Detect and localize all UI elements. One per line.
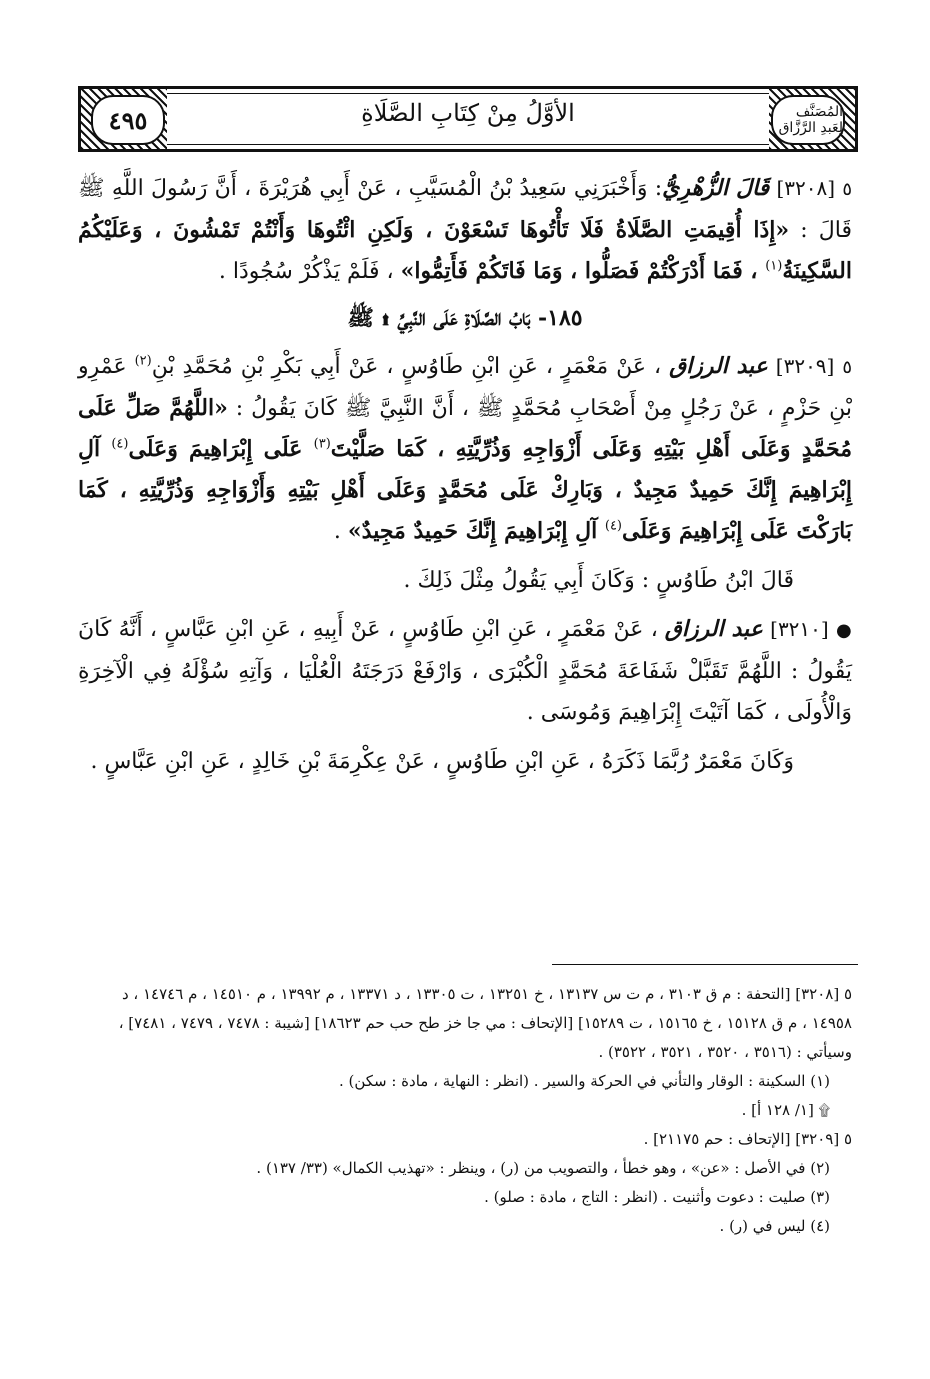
hadith-number: [٣٢١٠] [770, 617, 829, 641]
hadith-3209 [78, 346, 852, 552]
prophetic-quote-cont: آلِ إِبْرَاهِيمَ إِنَّكَ حَمِيدٌ مَجِيدٌ ، وَبَارِكْ عَلَى مُحَمَّدٍ وَعَلَى أَهْلِ بَيْتِهِ وَأَزْوَاجِهِ وَذُرِّيَّتِهِ ، كَمَا بَارَكْتَ عَلَى إِبْرَاهِيمَ وَعَلَى [78, 436, 852, 544]
footnote-separator [552, 964, 858, 965]
footnote-2: (٢) في الأصل : «عن» ، وهو خطأ ، والتصويب من (ر) ، وينظر : «تهذيب الكمال» (٣٣/ ١٣٧) . [256, 1159, 830, 1177]
closing-text: ، فَلَمْ يَذْكُرْ سُجُودًا . [218, 259, 401, 284]
footnote-ref-4[interactable]: (٤) [111, 436, 129, 452]
hadith-mark: ● [836, 620, 853, 641]
narrator: قَالَ الزُّهْرِيُّ [662, 175, 770, 201]
hadith-3210-addendum: وَكَانَ مَعْمَرٌ رُبَّمَا ذَكَرَهُ ، عَنِ ابْنِ طَاوُسٍ ، عَنْ عِكْرِمَةَ بْنِ خَالِدٍ ، عَنِ ابْنِ عَبَّاسٍ . [90, 749, 794, 774]
prophetic-quote: «إِذَا أُقِيمَتِ الصَّلَاةُ فَلَا تَأْتُوهَا تَسْعَوْنَ ، وَلَكِنِ ائْتُوهَا وَأَنْتُمْ تَمْشُونَ ، وَعَلَيْكُمُ السَّكِينَةُ [78, 217, 852, 284]
narrator: عبد الرزاق [669, 353, 768, 379]
isnad-text-cont: عَمْرِو بْنِ حَزْمٍ ، عَنْ رَجُلٍ مِنْ أَصْحَابِ مُحَمَّدٍ ﷺ ، أَنَّ النَّبِيَّ ﷺ كَانَ يَقُولُ : [78, 354, 852, 421]
narrator: عبد الرزاق [664, 616, 763, 642]
isnad-text: : وَأَخْبَرَنِي سَعِيدُ بْنُ الْمُسَيَّبِ ، عَنْ أَبِي هُرَيْرَةَ ، أَنَّ رَسُولَ اللَّهِ ﷺ قَالَ : [78, 176, 852, 243]
footnote-3209: ٥ [٣٢٠٩] [الإتحاف : حم ٢١١٧٥] . [643, 1130, 852, 1148]
closing-text: . [333, 519, 348, 544]
footnote-3: (٣) صليت : دعوت وأثنيت . (انظر : التاج ، مادة : صلو) . [484, 1188, 830, 1206]
isnad-text: ، عَنْ مَعْمَرٍ ، عَنِ ابْنِ طَاوُسٍ ، عَنْ أَبِي بَكْرِ بْنِ مُحَمَّدِ بْنِ [151, 354, 670, 379]
prophetic-quote: «اللَّهُمَّ صَلِّ عَلَى مُحَمَّدٍ وَعَلَى أَهْلِ بَيْتِهِ وَعَلَى أَزْوَاجِهِ وَذُرِّيَّتِهِ ، كَمَا صَلَّيْتَ [78, 395, 852, 462]
hadith-mark: ٥ [842, 357, 852, 378]
prophetic-quote-cont: عَلَى إِبْرَاهِيمَ وَعَلَى [128, 436, 314, 462]
page-header [78, 86, 858, 152]
book-logo: المُصَنَّف لِعَبدِ الرَّزَّاق [771, 95, 845, 145]
prophetic-quote-cont: آلِ إِبْرَاهِيمَ إِنَّكَ حَمِيدٌ مَجِيدٌ» [347, 518, 605, 544]
footnote-folio: ۩ [١/ ١٢٨ أ] . [741, 1101, 830, 1119]
hadith-3210 [78, 609, 852, 733]
page-number: ٤٩٥ [91, 95, 165, 145]
prophetic-quote-cont: ، فَمَا أَدْرَكْتُمْ فَصَلُّوا ، وَمَا فَاتَكُمْ فَأَتِمُّوا» [400, 258, 766, 284]
hadith-3208 [78, 168, 852, 292]
footnote-ref-2[interactable]: (٢) [134, 353, 152, 369]
hadith-mark: ٥ [842, 179, 852, 200]
hadith-number: [٣٢٠٩] [775, 354, 835, 378]
footnote-3208: ٥ [٣٢٠٨] [التحفة : م ق ٣١٠٣ ، م ت س ١٣١٣٧ ، خ ١٣٢٥١ ، ت ١٣٣٠٥ ، د ١٣٣٧١ ، م ١٣٩٩٢ ، م ١٤٥١٠ ، م ١٤٧٤٦ ، د ١٤٩٥٨ ، م ق ١٥١٢٨ ، خ ١٥١٦٥ ، ت ١٥٢٨٩] [الإتحاف : مي جا خز طح حب حم ١٨٦٢٣] [شيبة : ٧٤٧٨ ، ٧٤٧٩ ، ٧٤٨١] ، وسيأتي : (٣٥١٦ ، ٣٥٢٠ ، ٣٥٢١ ، ٣٥٢٢) . [118, 985, 852, 1061]
footnote-ref-1[interactable]: (١) [765, 258, 783, 274]
footnotes [78, 980, 852, 1241]
chapter-heading: ١٨٥- بَابُ الصَّلَاةِ عَلَى النَّبِيِّ ۩ ﷺ [347, 305, 583, 331]
hadith-3209-addendum: قَالَ ابْنُ طَاوُسٍ : وَكَانَ أَبِي يَقُولُ مِثْلَ ذَلِكَ . [403, 568, 794, 593]
footnote-1: (١) السكينة : الوقار والتأني في الحركة والسير . (انظر : النهاية ، مادة : سكن) . [338, 1072, 830, 1090]
hadith-number: [٣٢٠٨] [776, 176, 836, 200]
footnote-ref-3[interactable]: (٣) [313, 436, 331, 452]
hadith-text: ، عَنْ مَعْمَرٍ ، عَنِ ابْنِ طَاوُسٍ ، عَنْ أَبِيهِ ، عَنِ ابْنِ عَبَّاسٍ ، أَنَّهُ كَانَ يَقُولُ : اللَّهُمَّ تَقَبَّلْ شَفَاعَةَ مُحَمَّدٍ الْكُبْرَى ، وَارْفَعْ دَرَجَتَهُ الْعُلْيَا ، وَآتِهِ سُؤْلَهُ فِي الْآخِرَةِ وَالْأُولَى ، كَمَا آتَيْتَ إِبْرَاهِيمَ وَمُوسَى . [78, 617, 852, 725]
main-text [78, 168, 852, 782]
footnote-ref-4[interactable]: (٤) [604, 518, 622, 534]
running-title: الأوَّلُ مِنْ كِتَابِ الصَّلَاةِ [361, 99, 575, 127]
footnote-4: (٤) ليس في (ر) . [719, 1217, 830, 1235]
